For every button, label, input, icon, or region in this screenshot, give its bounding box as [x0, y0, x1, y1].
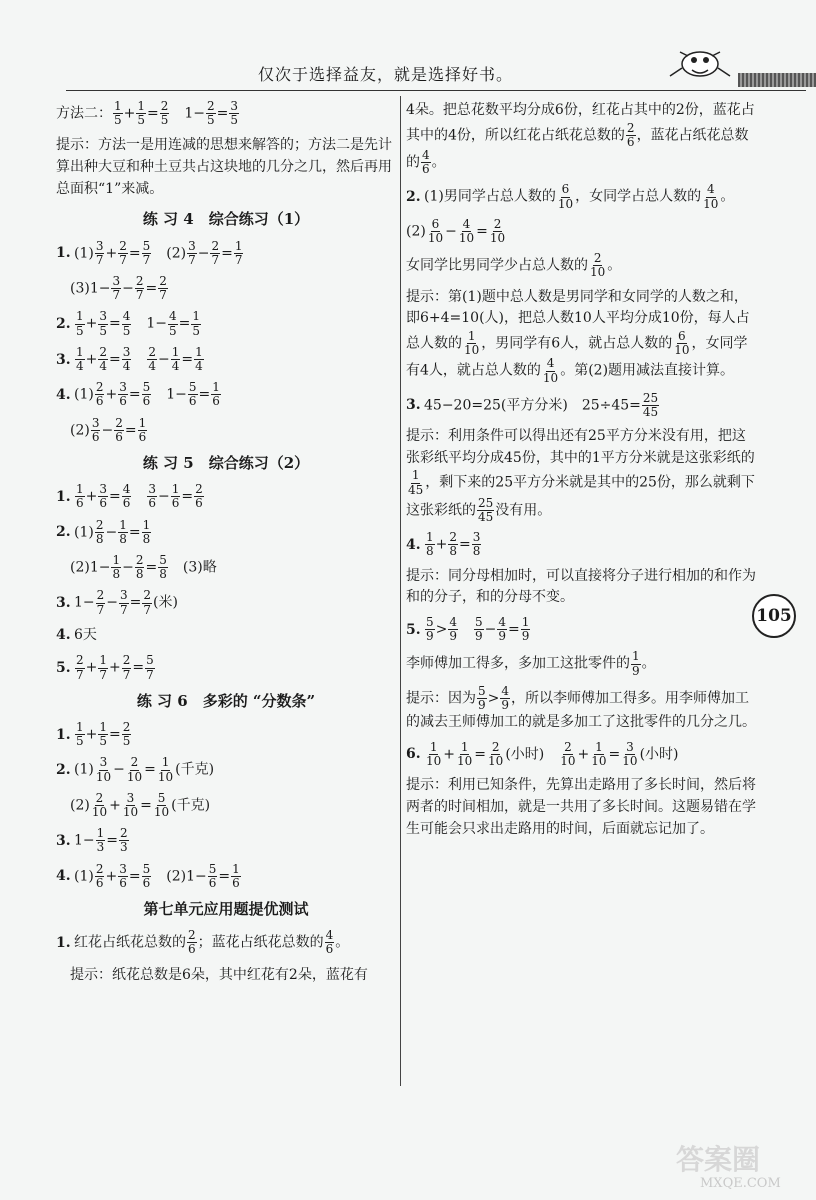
- answer-line: 方法二： $\frac{1}{5}$ + $\frac{1}{5}$ = $\frac{2}{5}$ 1− $\frac{2}{5}$ = $\frac{3}{5}$: [56, 99, 239, 128]
- section-heading: 练 习 5 综合练习（2）: [142, 453, 310, 472]
- answer-line: 6. $\frac{1}{10}$ + $\frac{1}{10}$ = $\frac{2}{10}$ (小时) $\frac{2}{10}$ + $\frac{1}{10}$ = $\frac{3}{10}$ (小时): [406, 739, 679, 768]
- answer-line: 2. (1) $\frac{2}{8}$ − $\frac{1}{8}$ = $\frac{1}{8}$: [56, 517, 151, 546]
- fraction: $\frac{25}{45}$: [642, 390, 659, 419]
- section-heading: 第七单元应用题提优测试: [143, 899, 309, 918]
- fraction: $\frac{2}{7}$: [159, 274, 167, 303]
- page-number-badge: 105: [752, 594, 796, 638]
- fraction: $\frac{1}{8}$: [112, 552, 121, 582]
- fraction: $\frac{5}{9}$: [426, 614, 434, 644]
- section-heading: 练 习 6 多彩的 “分数条”: [136, 691, 316, 710]
- question-number: 1.: [56, 726, 71, 743]
- fraction: $\frac{5}{6}$: [188, 380, 197, 409]
- fraction: $\frac{2}{3}$: [120, 826, 128, 855]
- fraction: $\frac{4}{5}$: [122, 309, 131, 338]
- question-number: 3.: [56, 832, 71, 849]
- question-number: 2.: [56, 524, 71, 541]
- fraction: $\frac{3}{6}$: [148, 482, 157, 511]
- fraction: $\frac{3}{10}$: [622, 739, 638, 768]
- answer-line: 1. $\frac{1}{6}$ + $\frac{3}{6}$ = $\frac{4}{6}$ $\frac{3}{6}$ − $\frac{1}{6}$ = $\frac{2}{6}$: [56, 482, 203, 511]
- fraction: $\frac{2}{10}$: [560, 739, 576, 768]
- fraction: $\frac{3}{8}$: [472, 530, 481, 559]
- fraction: $\frac{3}{6}$: [119, 861, 127, 890]
- fraction: $\frac{25}{45}$: [478, 495, 494, 524]
- fraction: $\frac{1}{8}$: [426, 530, 434, 559]
- fraction: $\frac{3}{6}$: [119, 380, 127, 409]
- fraction: $\frac{1}{6}$: [212, 380, 220, 409]
- fraction: $\frac{1}{10}$: [457, 739, 473, 768]
- answer-line: 李师傅加工得多，多加工这批零件的 $\frac{1}{9}$ 。: [406, 649, 656, 678]
- fraction: $\frac{2}{7}$: [211, 238, 220, 267]
- answer-line: 女同学比男同学少占总人数的 $\frac{2}{10}$ 。: [406, 251, 622, 280]
- question-number: 6.: [406, 746, 421, 763]
- fraction: $\frac{2}{5}$: [207, 99, 215, 128]
- fraction: $\frac{3}{10}$: [122, 790, 139, 819]
- fraction: $\frac{5}{10}$: [153, 790, 170, 819]
- answer-line: 3. 1− $\frac{2}{7}$ − $\frac{3}{7}$ = $\frac{2}{7}$ (米): [56, 588, 178, 617]
- fraction: $\frac{2}{4}$: [148, 344, 157, 373]
- fraction: $\frac{5}{9}$: [478, 683, 486, 712]
- question-number: 1.: [56, 934, 71, 951]
- fraction: $\frac{3}{6}$: [91, 415, 100, 444]
- answer-line: 提示：同分母相加时，可以直接将分子进行相加的和作为和的分子，和的分母不变。: [406, 567, 756, 606]
- answer-line: 4朵。把总花数平均分成6份，红花占其中的2份，蓝花占其中的4份，所以红花占纸花总数的 $\frac{2}{6}$ ，蓝花占纸花总数的 $\frac{4}{6}$ 。: [406, 102, 755, 177]
- fraction: $\frac{1}{8}$: [119, 517, 127, 546]
- fraction: $\frac{2}{6}$: [95, 861, 104, 890]
- question-number: 2.: [406, 189, 421, 206]
- fraction: $\frac{4}{5}$: [169, 309, 177, 338]
- fraction: $\frac{2}{7}$: [122, 653, 131, 682]
- fraction: $\frac{6}{10}$: [557, 182, 574, 211]
- fraction: $\frac{2}{10}$: [489, 216, 506, 245]
- watermark-site: MXQE.COM: [700, 1176, 781, 1191]
- answer-line: 1. 红花占纸花总数的 $\frac{2}{6}$ ；蓝花占纸花总数的 $\frac{4}{6}$ 。: [56, 928, 350, 957]
- fraction: $\frac{2}{10}$: [126, 755, 143, 784]
- fraction: $\frac{4}{9}$: [501, 683, 510, 712]
- answer-line: 提示：纸花总数是6朵，其中红花有2朵，蓝花有: [56, 966, 368, 983]
- answer-line: 提示：利用已知条件，先算出走路用了多长时间，然后将两者的时间相加，就是一共用了多长时间。这题易错在学生可能会只求出走路用的时间，后面就忘记加了。: [406, 777, 756, 837]
- mascot-icon: [666, 38, 732, 84]
- fraction: $\frac{2}{10}$: [590, 251, 606, 280]
- fraction: $\frac{5}{7}$: [142, 238, 151, 267]
- answer-line: 4. (1) $\frac{2}{6}$ + $\frac{3}{6}$ = $\frac{5}{6}$ (2)1− $\frac{5}{6}$ = $\frac{1}{6}$: [56, 861, 240, 890]
- fraction: $\frac{3}{7}$: [95, 238, 104, 267]
- fraction: $\frac{4}{10}$: [458, 216, 475, 245]
- fraction: $\frac{1}{5}$: [99, 720, 108, 749]
- fraction: $\frac{2}{6}$: [626, 120, 635, 149]
- answer-line: (3)1− $\frac{3}{7}$ − $\frac{2}{7}$ = $\frac{2}{7}$: [56, 274, 167, 303]
- header-band: [738, 73, 816, 87]
- fraction: $\frac{5}{8}$: [159, 552, 167, 582]
- section-heading: 练 习 4 综合练习（1）: [142, 210, 310, 229]
- fraction: $\frac{2}{8}$: [449, 530, 458, 559]
- fraction: $\frac{4}{6}$: [422, 148, 430, 177]
- fraction: $\frac{4}{9}$: [498, 614, 507, 644]
- fraction: $\frac{2}{6}$: [188, 928, 196, 957]
- fraction: $\frac{1}{5}$: [192, 309, 201, 338]
- fraction: $\frac{1}{5}$: [114, 99, 122, 128]
- answer-line: 3. 45−20=25(平方分米) 25÷45= $\frac{25}{45}$: [406, 390, 659, 419]
- fraction: $\frac{1}{8}$: [142, 517, 151, 546]
- answer-line: 提示：第(1)题中总人数是男同学和女同学的人数之和，即6+4=10(人)，把总人数10人平均分成10份，每人占总人数的 $\frac{1}{10}$ ，男同学有6人，就占总人数的 $\frac{6}{10}$ ，女同学有4人，就占总人数的 $\frac{4}{10}$ 。第(2)题用减法直接计算。: [406, 288, 750, 385]
- column-divider: [400, 96, 401, 1086]
- fraction: $\frac{2}{6}$: [95, 380, 104, 409]
- fraction: $\frac{1}{10}$: [591, 739, 607, 768]
- fraction: $\frac{2}{7}$: [96, 588, 105, 617]
- fraction: $\frac{2}{6}$: [115, 415, 123, 444]
- fraction: $\frac{2}{4}$: [99, 344, 108, 373]
- fraction: $\frac{4}{6}$: [122, 482, 131, 511]
- fraction: $\frac{3}{5}$: [99, 309, 108, 338]
- fraction: $\frac{2}{5}$: [122, 720, 131, 749]
- left-column: [56, 100, 396, 994]
- question-number: 4.: [406, 536, 421, 553]
- fraction: $\frac{1}{9}$: [521, 614, 530, 644]
- fraction: $\frac{1}{5}$: [76, 720, 84, 749]
- fraction: $\frac{2}{7}$: [135, 274, 144, 303]
- fraction: $\frac{2}{5}$: [160, 99, 169, 128]
- fraction: $\frac{3}{7}$: [188, 238, 196, 267]
- fraction: $\frac{1}{6}$: [76, 482, 84, 511]
- fraction: $\frac{3}{5}$: [230, 99, 239, 128]
- fraction: $\frac{5}{7}$: [146, 653, 154, 682]
- fraction: $\frac{2}{7}$: [119, 238, 127, 267]
- right-column: [406, 100, 756, 847]
- fraction: $\frac{5}{6}$: [142, 861, 151, 890]
- fraction: $\frac{3}{6}$: [99, 482, 108, 511]
- page-header: [0, 0, 816, 96]
- fraction: $\frac{2}{8}$: [95, 517, 104, 546]
- fraction: $\frac{3}{7}$: [112, 274, 121, 303]
- answer-line: (2) $\frac{6}{10}$ − $\frac{4}{10}$ = $\frac{2}{10}$: [406, 216, 506, 245]
- fraction: $\frac{1}{5}$: [137, 99, 146, 128]
- question-number: 1.: [56, 488, 71, 505]
- fraction: $\frac{2}{7}$: [143, 588, 152, 617]
- fraction: $\frac{1}{4}$: [195, 344, 203, 373]
- answer-line: 3. 1− $\frac{1}{3}$ = $\frac{2}{3}$: [56, 826, 128, 855]
- fraction: $\frac{5}{6}$: [142, 380, 151, 409]
- answer-line: 提示：利用条件可以得出还有25平方分米没有用，把这张彩纸平均分成45份，其中的1平方分米就是这张彩纸的 $\frac{1}{45}$ ，剩下来的25平方分米就是其中的25份，那么就剩下这张彩纸的 $\frac{25}{45}$ 没有用。: [406, 428, 755, 524]
- fraction: $\frac{1}{3}$: [96, 826, 105, 855]
- answer-line: 4. (1) $\frac{2}{6}$ + $\frac{3}{6}$ = $\frac{5}{6}$ 1− $\frac{5}{6}$ = $\frac{1}{6}$: [56, 380, 220, 409]
- fraction: $\frac{1}{9}$: [632, 649, 640, 678]
- question-number: 4.: [56, 868, 71, 885]
- answer-line: 提示：因为 $\frac{5}{9}$ > $\frac{4}{9}$ ，所以李师傅加工得多。用李师傅加工的减去王师傅加工的就是多加工了这批零件的几分之几。: [406, 683, 756, 731]
- answer-line: 4. 6天: [56, 625, 396, 647]
- question-number: 5.: [56, 660, 71, 677]
- question-number: 4.: [56, 386, 71, 403]
- fraction: $\frac{1}{4}$: [76, 344, 84, 373]
- answer-line: 提示：方法一是用连减的思想来解答的；方法二是先计算出种大豆和种土豆共占这块地的几分之几，然后再用总面积“1”来减。: [56, 137, 392, 197]
- fraction: $\frac{1}{45}$: [408, 468, 424, 497]
- answer-line: 4. $\frac{1}{8}$ + $\frac{2}{8}$ = $\frac{3}{8}$: [406, 530, 481, 559]
- fraction: $\frac{4}{6}$: [325, 928, 334, 957]
- answer-line: 3. $\frac{1}{4}$ + $\frac{2}{4}$ = $\frac{3}{4}$ $\frac{2}{4}$ − $\frac{1}{4}$ = $\frac{1}{4}$: [56, 344, 203, 373]
- answer-line: 1. (1) $\frac{3}{7}$ + $\frac{2}{7}$ = $\frac{5}{7}$ (2) $\frac{3}{7}$ − $\frac{2}{7}$ = $\frac{1}{7}$: [56, 238, 243, 267]
- question-number: 2.: [56, 762, 71, 779]
- question-number: 4.: [56, 626, 71, 643]
- fraction: $\frac{1}{7}$: [234, 238, 243, 267]
- fraction: $\frac{1}{6}$: [171, 482, 180, 511]
- fraction: $\frac{1}{10}$: [426, 739, 442, 768]
- fraction: $\frac{3}{4}$: [122, 344, 131, 373]
- fraction: $\frac{1}{10}$: [464, 328, 480, 358]
- header-rule: [66, 90, 806, 91]
- answer-line: (2) $\frac{3}{6}$ − $\frac{2}{6}$ = $\frac{1}{6}$: [56, 415, 147, 444]
- fraction: $\frac{1}{4}$: [171, 344, 180, 373]
- answer-line: 1. $\frac{1}{5}$ + $\frac{1}{5}$ = $\frac{2}{5}$: [56, 720, 131, 749]
- answer-line: 2. (1) $\frac{3}{10}$ − $\frac{2}{10}$ = $\frac{1}{10}$ (千克): [56, 755, 215, 784]
- fraction: $\frac{3}{10}$: [95, 755, 112, 784]
- header-slogan: 仅次于选择益友，就是选择好书。: [258, 65, 514, 84]
- question-number: 5.: [406, 621, 421, 638]
- fraction: $\frac{4}{9}$: [449, 614, 458, 644]
- fraction: $\frac{1}{10}$: [157, 755, 174, 784]
- question-number: 3.: [56, 351, 71, 368]
- answer-line: 2. (1)男同学占总人数的 $\frac{6}{10}$ ，女同学占总人数的 $\frac{4}{10}$ 。: [406, 182, 735, 211]
- fraction: $\frac{4}{10}$: [542, 356, 559, 385]
- answer-line: 5. $\frac{2}{7}$ + $\frac{1}{7}$ + $\frac{2}{7}$ = $\frac{5}{7}$: [56, 653, 154, 682]
- question-number: 1.: [56, 245, 71, 262]
- fraction: $\frac{6}{10}$: [427, 216, 444, 245]
- fraction: $\frac{5}{9}$: [475, 614, 483, 644]
- fraction: $\frac{3}{7}$: [120, 588, 128, 617]
- answer-line: 2. $\frac{1}{5}$ + $\frac{3}{5}$ = $\frac{4}{5}$ 1− $\frac{4}{5}$ = $\frac{1}{5}$: [56, 309, 201, 338]
- answer-line: 5. $\frac{5}{9}$ > $\frac{4}{9}$ $\frac{5}{9}$ − $\frac{4}{9}$ = $\frac{1}{9}$: [406, 614, 530, 644]
- fraction: $\frac{5}{6}$: [208, 861, 217, 890]
- watermark-logo: 答案圈: [676, 1143, 761, 1176]
- fraction: $\frac{2}{10}$: [488, 739, 504, 768]
- fraction: $\frac{2}{7}$: [76, 653, 84, 682]
- fraction: $\frac{6}{10}$: [674, 328, 690, 358]
- fraction: $\frac{2}{10}$: [91, 790, 108, 819]
- fraction: $\frac{4}{10}$: [703, 182, 719, 211]
- fraction: $\frac{1}{7}$: [99, 653, 108, 682]
- fraction: $\frac{1}{5}$: [76, 309, 84, 338]
- fraction: $\frac{2}{8}$: [135, 552, 144, 582]
- answer-line: (2) $\frac{2}{10}$ + $\frac{3}{10}$ = $\frac{5}{10}$ (千克): [56, 790, 211, 819]
- question-number: 3.: [406, 397, 421, 414]
- question-number: 2.: [56, 316, 71, 333]
- question-number: 3.: [56, 595, 71, 611]
- fraction: $\frac{2}{6}$: [195, 482, 203, 511]
- fraction: $\frac{1}{6}$: [232, 861, 240, 890]
- fraction: $\frac{1}{6}$: [138, 415, 147, 444]
- answer-line: (2)1− $\frac{1}{8}$ − $\frac{2}{8}$ = $\frac{5}{8}$ (3)略: [56, 552, 217, 582]
